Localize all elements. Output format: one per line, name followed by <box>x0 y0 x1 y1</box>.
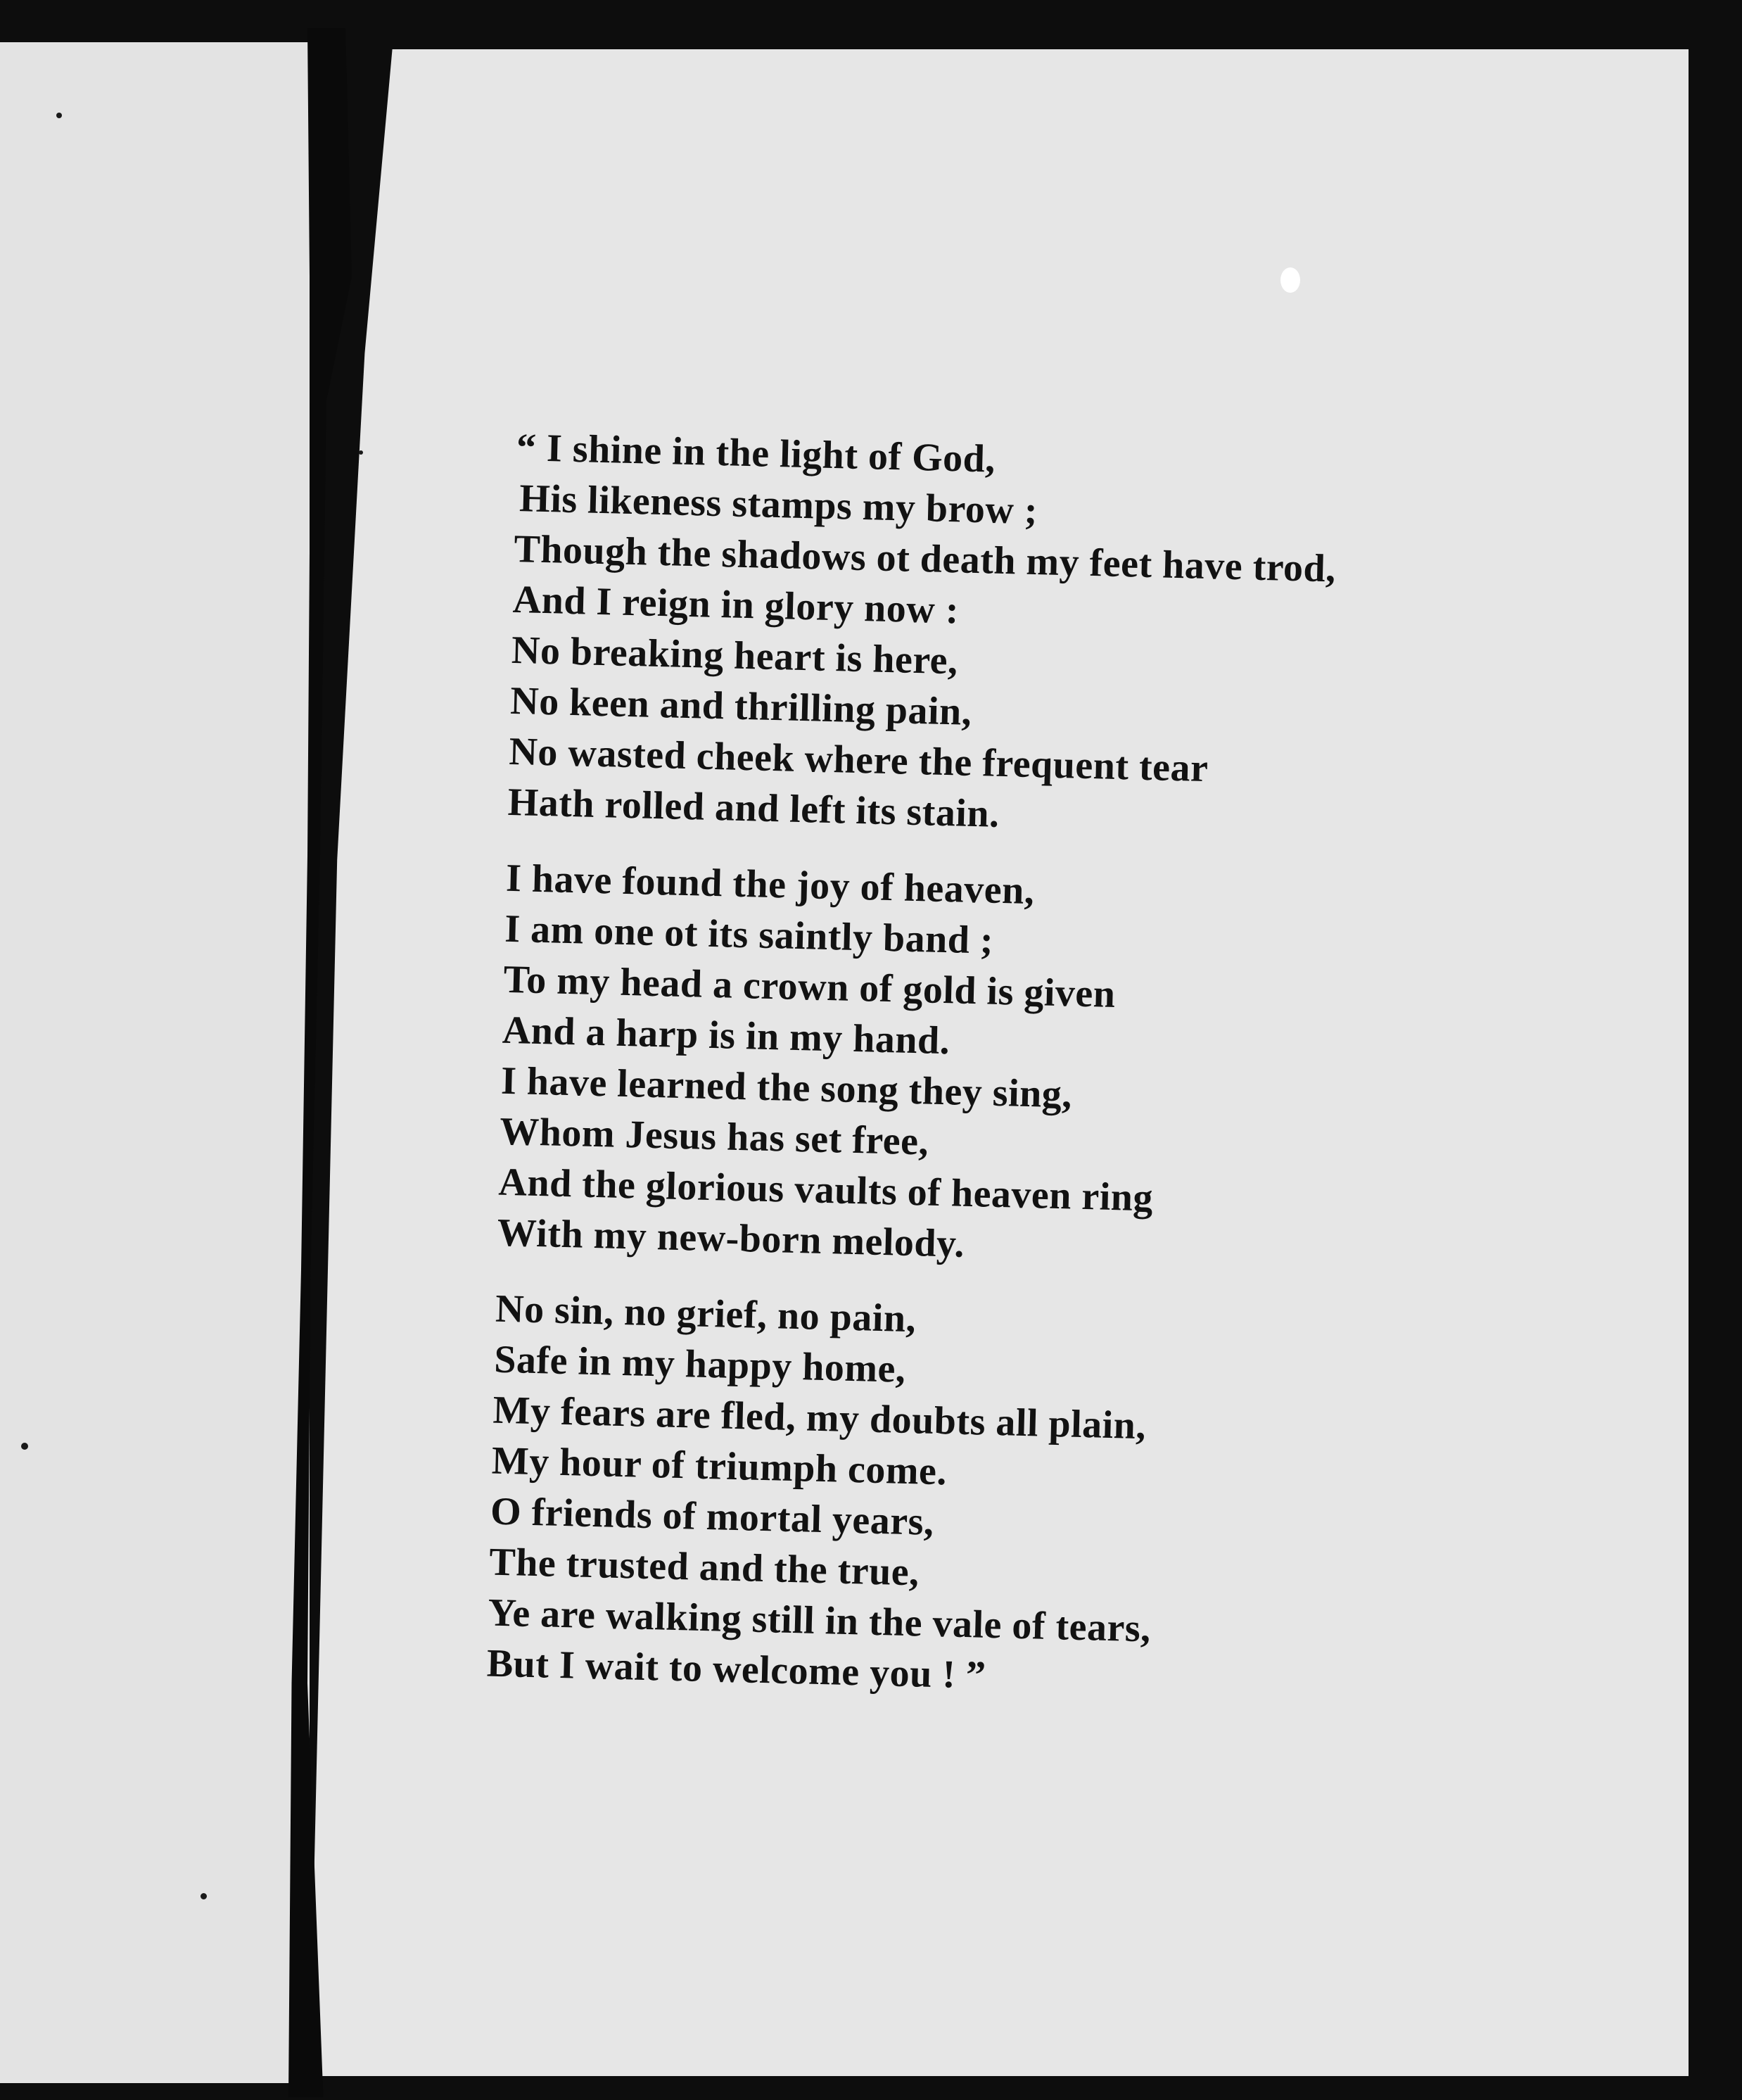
poem-line: I have found the joy of heaven, <box>505 856 1036 913</box>
poem-line: No keen and thrilling pain, <box>509 678 972 734</box>
poem-stanza-3 <box>486 1284 1516 1714</box>
poem-line: Safe in my happy home, <box>493 1337 907 1391</box>
scan-speck <box>56 113 62 118</box>
poem-line: His likeness stamps my brow ; <box>519 476 1038 533</box>
poem-line: With my new-born melody. <box>497 1210 965 1266</box>
poem-line: I am one ot its saintly band ; <box>504 906 994 963</box>
poem-line: No wasted cheek where the frequent tear <box>508 729 1209 791</box>
poem-line: Hath rolled and left its stain. <box>507 780 1000 836</box>
scan-speck <box>201 1893 207 1899</box>
poem <box>485 422 1537 1739</box>
poem-stanza-2 <box>497 853 1527 1283</box>
scan-speck <box>1280 267 1300 293</box>
poem-line: Ye are walking still in the vale of tears, <box>487 1590 1152 1651</box>
poem-line: And I reign in glory now : <box>512 577 960 633</box>
poem-line: And the glorious vaults of heaven ring <box>497 1160 1154 1220</box>
poem-line: No sin, no grief, no pain, <box>495 1286 917 1341</box>
poem-line: My hour of triumph come. <box>491 1438 948 1494</box>
poem-stanza-1 <box>507 422 1537 852</box>
scan-speck <box>359 450 363 455</box>
poem-line: Though the shadows ot death my feet have trod, <box>513 526 1337 591</box>
poem-line: No breaking heart is here, <box>511 628 959 683</box>
right-scan-border <box>1689 0 1742 2100</box>
scan-speck <box>21 1443 28 1450</box>
poem-line: “ I shine in the light of God, <box>516 425 996 481</box>
poem-line: But I wait to welcome you ! ” <box>486 1641 987 1697</box>
poem-line: And a harp is in my hand. <box>502 1008 951 1063</box>
left-page <box>0 42 310 2083</box>
poem-line: The trusted and the true, <box>488 1540 920 1595</box>
poem-line: To my head a crown of gold is given <box>502 957 1117 1017</box>
poem-line: I have learned the song they sing, <box>500 1058 1073 1117</box>
poem-line: O friends of mortal years, <box>490 1489 935 1544</box>
poem-line: Whom Jesus has set free, <box>499 1109 929 1164</box>
poem-line: My fears are fled, my doubts all plain, <box>492 1388 1147 1448</box>
